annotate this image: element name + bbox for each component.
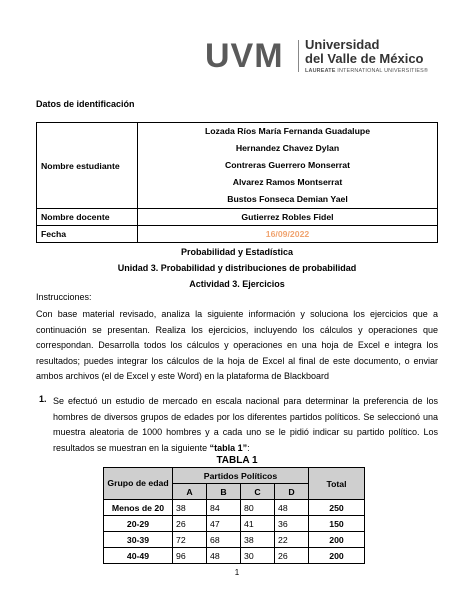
teacher-label: Nombre docente bbox=[37, 209, 138, 226]
party-header: D bbox=[275, 484, 309, 500]
date-row bbox=[37, 226, 438, 243]
university-name-line1: Universidad bbox=[305, 37, 380, 52]
table-row bbox=[104, 532, 365, 548]
teacher-name: Gutierrez Robles Fidel bbox=[138, 209, 438, 226]
university-name-line2: del Valle de México bbox=[305, 51, 424, 66]
value-cell: 38 bbox=[173, 500, 207, 516]
student-row bbox=[37, 123, 438, 209]
student-name: Bustos Fonseca Demian Yael bbox=[227, 194, 348, 204]
data-table bbox=[103, 467, 365, 564]
student-name: Alvarez Ramos Montserrat bbox=[232, 177, 343, 187]
student-label: Nombre estudiante bbox=[37, 123, 138, 209]
value-cell: 22 bbox=[275, 532, 309, 548]
group-cell: 40-49 bbox=[104, 548, 173, 564]
group-cell: Menos de 20 bbox=[104, 500, 173, 516]
value-cell: 68 bbox=[207, 532, 241, 548]
table-reference: “tabla 1” bbox=[209, 442, 248, 453]
subject-title: Probabilidad y Estadística bbox=[180, 247, 294, 257]
total-cell: 200 bbox=[309, 548, 365, 564]
page-number: 1 bbox=[234, 568, 240, 577]
value-cell: 26 bbox=[173, 516, 207, 532]
value-cell: 26 bbox=[275, 548, 309, 564]
value-cell: 84 bbox=[207, 500, 241, 516]
student-name: Hernandez Chavez Dylan bbox=[235, 143, 340, 153]
question-body: Se efectuó un estudio de mercado en escala nacional para determinar la preferencia de los hombres de diversos grupos de edades por los diferentes partidos políticos. Se seleccionó una muestra aleatoria de 1000 hombres y a cada uno se le pidió indicar su partido político. Los resultados se muestran en la siguiente bbox=[53, 396, 438, 453]
student-names bbox=[138, 123, 438, 209]
uvm-logo-text: UVM bbox=[205, 37, 284, 75]
table-row bbox=[104, 548, 365, 564]
question-end: : bbox=[247, 442, 250, 453]
table-header-row bbox=[104, 468, 365, 484]
uvm-logo bbox=[205, 34, 445, 78]
value-cell: 38 bbox=[241, 532, 275, 548]
table-row bbox=[104, 516, 365, 532]
total-cell: 250 bbox=[309, 500, 365, 516]
value-cell: 47 bbox=[207, 516, 241, 532]
identification-table bbox=[36, 122, 438, 243]
teacher-row bbox=[37, 209, 438, 226]
question-text bbox=[53, 394, 438, 456]
total-cell: 200 bbox=[309, 532, 365, 548]
group-cell: 30-39 bbox=[104, 532, 173, 548]
group-cell: 20-29 bbox=[104, 516, 173, 532]
party-header: A bbox=[173, 484, 207, 500]
parties-header: Partidos Políticos bbox=[173, 468, 309, 484]
total-header: Total bbox=[309, 468, 365, 500]
laureate-rest: INTERNATIONAL UNIVERSITIES® bbox=[335, 68, 429, 74]
logo-divider bbox=[298, 40, 299, 72]
university-name-block bbox=[305, 38, 428, 74]
table-title: TABLA 1 bbox=[216, 455, 258, 466]
laureate-bold: LAUREATE bbox=[305, 68, 336, 74]
date-label: Fecha bbox=[37, 226, 138, 243]
student-name: Lozada Ríos María Fernanda Guadalupe bbox=[204, 126, 371, 136]
instructions-label: Instrucciones: bbox=[36, 292, 92, 302]
unit-title: Unidad 3. Probabilidad y distribuciones de probabilidad bbox=[117, 263, 357, 273]
student-name: Contreras Guerrero Monserrat bbox=[224, 160, 351, 170]
activity-title: Actividad 3. Ejercicios bbox=[189, 279, 285, 289]
value-cell: 36 bbox=[275, 516, 309, 532]
party-header: B bbox=[207, 484, 241, 500]
value-cell: 80 bbox=[241, 500, 275, 516]
question-number: 1. bbox=[39, 394, 47, 404]
party-header: C bbox=[241, 484, 275, 500]
value-cell: 41 bbox=[241, 516, 275, 532]
instructions-text: Con base material revisado, analiza la siguiente información y soluciona los ejercicios que a continuación se presentan. Realiza los ejercicios, incluyendo los cálculos y operaciones que correspondan. Desarrolla todos los cálculos y operaciones en una hoja de Excel e integra los resultados; puedes integrar los cálculos de la hoja de Excel al final de este documento, o enviar ambos archivos (el de Excel y este Word) en la plataforma de Blackboard bbox=[36, 309, 438, 382]
value-cell: 96 bbox=[173, 548, 207, 564]
total-cell: 150 bbox=[309, 516, 365, 532]
value-cell: 48 bbox=[275, 500, 309, 516]
laureate-tagline bbox=[305, 68, 428, 74]
value-cell: 48 bbox=[207, 548, 241, 564]
date-value: 16/09/2022 bbox=[138, 226, 438, 243]
value-cell: 72 bbox=[173, 532, 207, 548]
value-cell: 30 bbox=[241, 548, 275, 564]
group-header: Grupo de edad bbox=[104, 468, 173, 500]
table-row bbox=[104, 500, 365, 516]
identification-title: Datos de identificación bbox=[36, 99, 135, 109]
